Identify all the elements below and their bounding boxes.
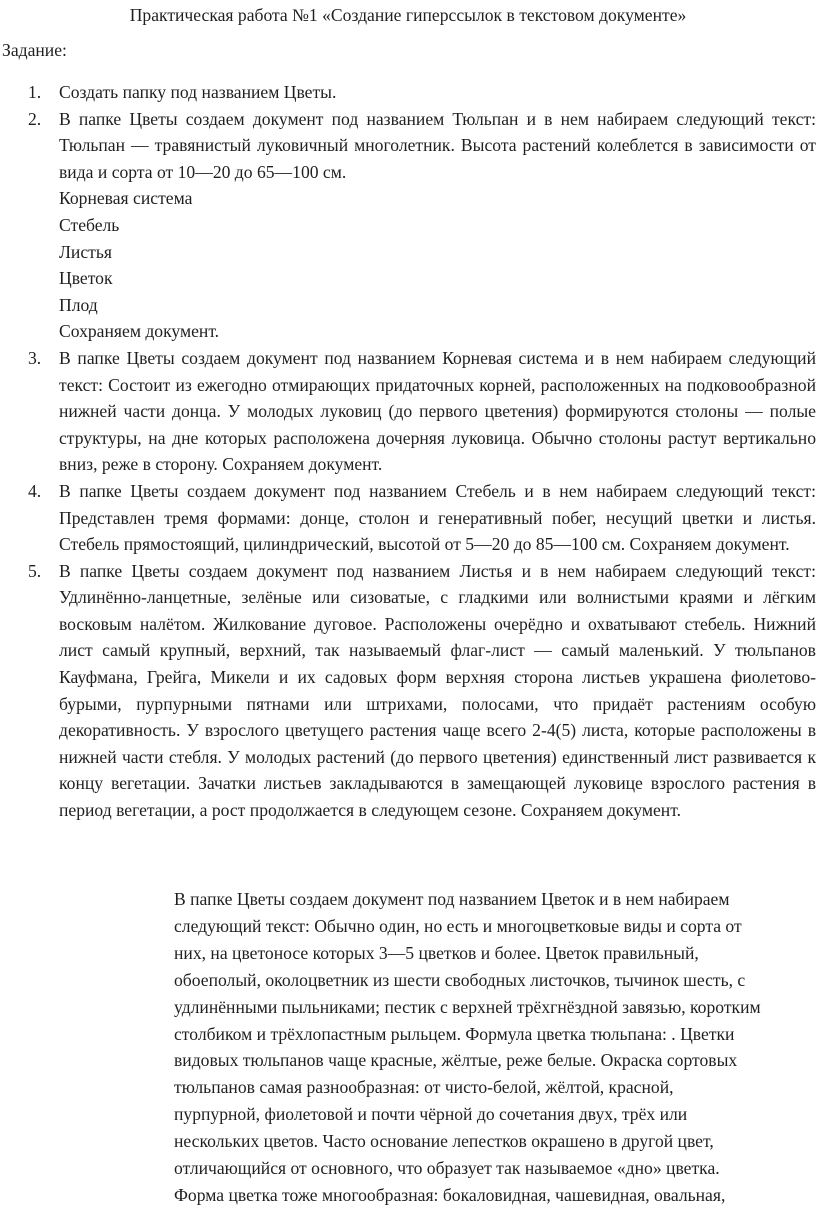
paragraph-line: нескольких цветов. Часто основание лепестков окрашено в другой цвет, [174,1131,714,1152]
list-item [0,345,816,478]
list-item [0,79,816,106]
paragraph-line: обоеполый, околоцветник из шести свободных листочков, тычинок шесть, с [174,969,746,990]
subline: Корневая система [59,188,193,209]
list-item [0,478,816,558]
task-label: Задание: [2,40,67,60]
paragraph-line: удлинёнными пыльниками; пестик с верхней трёхгнёздной завязью, коротким [174,996,761,1017]
subline: Сохраняем документ. [59,321,220,342]
paragraph-line: пурпурной, фиолетовой и почти чёрной до сочетания двух, трёх или [174,1104,688,1125]
list-item-text: В папке Цветы создаем документ под названием Тюльпан и в нем набираем следующий текст: Тюльпан — травянистый луковичный многолетник. Высота растений колеблется в зависимости от вида и сорта от 10—20 до 65—100 см. [59,108,816,182]
list-number: 4. [28,480,42,501]
subline: Плод [59,294,98,315]
paragraph-line: В папке Цветы создаем документ под названием Цветок и в нем набираем [174,889,730,909]
page-title: Практическая работа №1 «Создание гиперссылок в текстовом документе» [129,5,687,25]
subline: Листья [59,241,112,262]
paragraph-line: тюльпанов самая разнообразная: от чисто-белой, жёлтой, красной, [174,1077,674,1098]
list-number: 5. [28,560,42,581]
list-number: 3. [28,347,42,368]
subline: Цветок [59,268,113,289]
task-list [0,79,816,824]
list-item [0,558,816,824]
list-number: 2. [28,108,42,129]
paragraph-line: столбиком и трёхлопастным рыльцем. Формула цветка тюльпана: . Цветки [174,1023,735,1044]
list-item-text: В папке Цветы создаем документ под названием Корневая система и в нем набираем следующий текст: Состоит из ежегодно отмирающих придаточных корней, расположенных на подковообразной нижней части донца. У молодых луковиц (до первого цветения) формируются столоны — полые структуры, на дне которых расположена дочерняя луковица. Обычно столоны растут вертикально вниз, реже в сторону. Сохраняем документ. [59,347,816,475]
flower-paragraph [174,886,816,1209]
list-item [0,106,816,345]
subline: Стебель [59,214,120,235]
list-number: 1. [28,82,42,102]
paragraph-line: Форма цветка тоже многообразная: бокаловидная, чашевидная, овальная, [174,1184,726,1205]
paragraph-line: отличающийся от основного, что образует так называемое «дно» цветка. [174,1158,720,1179]
list-item-text: Создать папку под названием Цветы. [59,82,337,102]
paragraph-line: следующий текст: Обычно один, но есть и многоцветковые виды и сорта от [174,915,742,936]
paragraph-line: них, на цветоносе которых 3—5 цветков и более. Цветок правильный, [174,942,699,963]
list-item-text: В папке Цветы создаем документ под названием Стебель и в нем набираем следующий текст: Представлен тремя формами: донце, столон и генеративный побег, несущий цветки и листья. Стебель прямостоящий, цилиндрический, высотой от 5—20 до 85—100 см. Сохраняем документ. [59,480,816,555]
paragraph-line: видовых тюльпанов чаще красные, жёлтые, реже белые. Окраска сортовых [174,1050,738,1071]
list-item-text: В папке Цветы создаем документ под названием Листья и в нем набираем следующий текст: Удлинённо-ланцетные, зелёные или сизоватые, с гладкими или волнистыми краями и лёгким восковым налётом. Жилкование дуговое. Расположены очерёдно и охватывают стебель. Нижний лист самый крупный, верхний, так называемый флаг-лист — самый маленький. У тюльпанов Кауфмана, Грейга, Микели и их садовых форм верхняя сторона листьев украшена фиолетово-бурыми, пурпурными пятнами или штрихами, полосами, что придаёт растениям особую декоративность. У взрослого цветущего растения чаще всего 2-4(5) листа, которые расположены в нижней части стебля. У молодых растений (до первого цветения) единственный лист развивается к концу вегетации. Зачатки листьев закладываются в замещающей луковице взрослого растения в период вегетации, а рост продолжается в следующем сезоне. Сохраняем документ. [59,560,816,821]
